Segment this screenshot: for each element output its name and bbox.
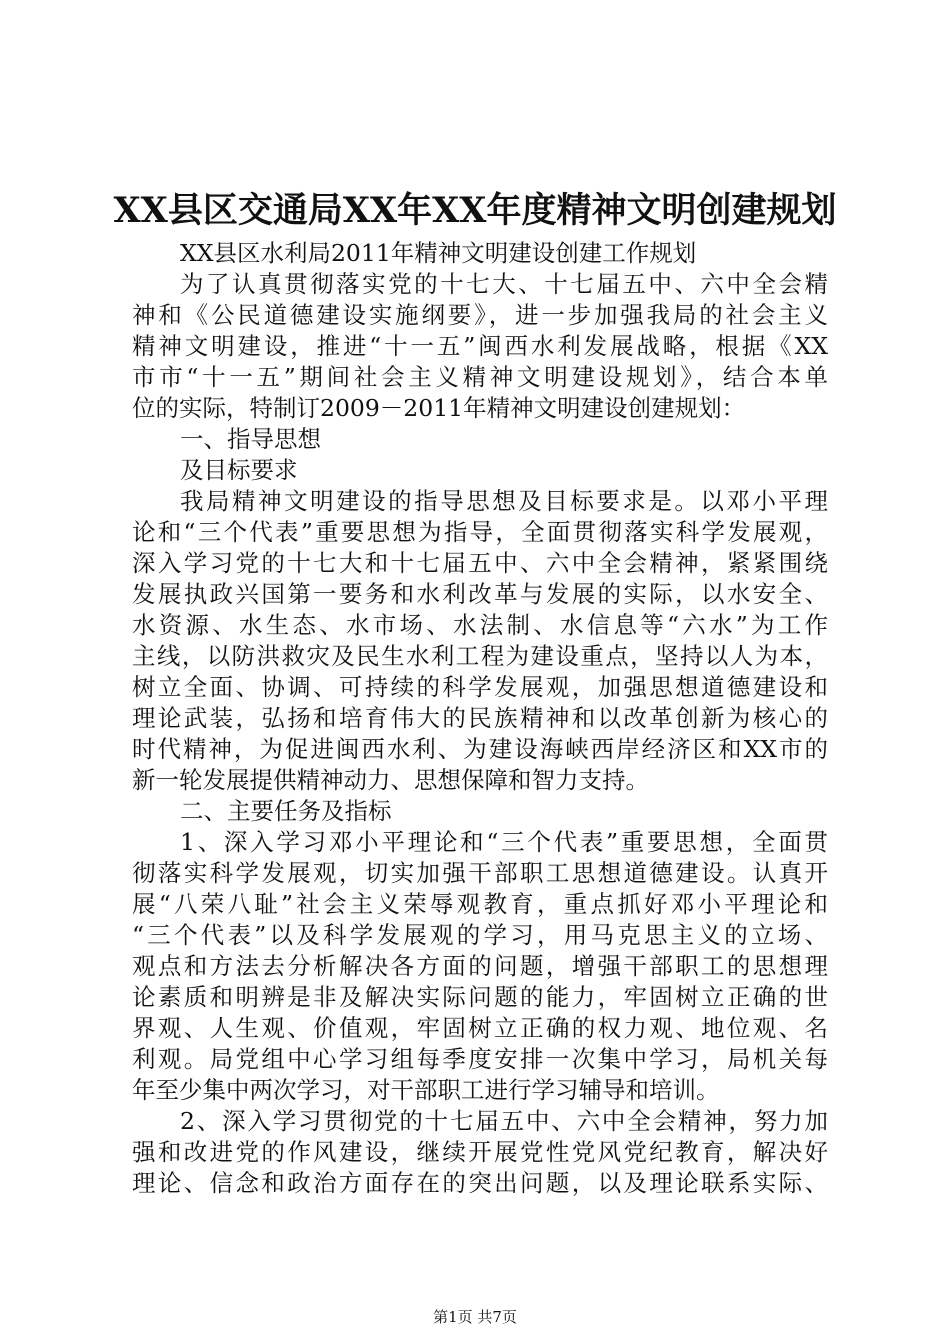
paragraph-line: 理论武装，弘扬和培育伟大的民族精神和以改革创新为核心的 bbox=[132, 704, 828, 732]
paragraph-line: 深入学习党的十七大和十七届五中、六中全会精神，紧紧围绕 bbox=[132, 549, 828, 577]
paragraph-line: 彻落实科学发展观，切实加强干部职工思想道德建设。认真开 bbox=[132, 859, 828, 887]
paragraph-line: 界观、人生观、价值观，牢固树立正确的权力观、地位观、名 bbox=[132, 1014, 828, 1042]
paragraph-line: 理论、信念和政治方面存在的突出问题，以及理论联系实际、 bbox=[132, 1169, 828, 1197]
paragraph-line: 发展执政兴国第一要务和水利改革与发展的实际，以水安全、 bbox=[132, 580, 828, 608]
paragraph-line: 主线，以防洪救灾及民生水利工程为建设重点，坚持以人为本， bbox=[132, 642, 828, 670]
paragraph-line: 市市“十一五”期间社会主义精神文明建设规划》，结合本单 bbox=[132, 363, 828, 391]
paragraph-line: 利观。局党组中心学习组每季度安排一次集中学习，局机关每 bbox=[132, 1045, 828, 1073]
paragraph-line: 论素质和明辨是非及解决实际问题的能力，牢固树立正确的世 bbox=[132, 983, 828, 1011]
paragraph-line: 为了认真贯彻落实党的十七大、十七届五中、六中全会精 bbox=[180, 270, 828, 298]
document-body bbox=[132, 238, 828, 1199]
paragraph-line: “三个代表”以及科学发展观的学习，用马克思主义的立场、 bbox=[132, 921, 828, 949]
subtitle-line: XX县区水利局2011年精神文明建设创建工作规划 bbox=[180, 239, 697, 267]
paragraph-line: 新一轮发展提供精神动力、思想保障和智力支持。 bbox=[132, 766, 649, 794]
section-heading: 一、指导思想 bbox=[180, 425, 321, 453]
paragraph-line: 强和改进党的作风建设，继续开展党性党风党纪教育，解决好 bbox=[132, 1138, 828, 1166]
paragraph-line: 2、深入学习贯彻党的十七届五中、六中全会精神，努力加 bbox=[180, 1107, 828, 1135]
paragraph-line: 年至少集中两次学习，对干部职工进行学习辅导和培训。 bbox=[132, 1076, 720, 1104]
paragraph-line: 位的实际，特制订2009－2011年精神文明建设创建规划： bbox=[132, 394, 746, 422]
paragraph-line: 1、深入学习邓小平理论和“三个代表”重要思想，全面贯 bbox=[180, 828, 828, 856]
paragraph-line: 神和《公民道德建设实施纲要》，进一步加强我局的社会主义 bbox=[132, 301, 828, 329]
section-heading: 二、主要任务及指标 bbox=[180, 797, 392, 825]
section-heading: 及目标要求 bbox=[180, 456, 298, 484]
paragraph-line: 我局精神文明建设的指导思想及目标要求是。以邓小平理 bbox=[180, 487, 828, 515]
paragraph-line: 树立全面、协调、可持续的科学发展观，加强思想道德建设和 bbox=[132, 673, 828, 701]
paragraph-line: 论和“三个代表”重要思想为指导，全面贯彻落实科学发展观， bbox=[132, 518, 828, 546]
document-title: XX县区交通局XX年XX年度精神文明创建规划 bbox=[113, 190, 837, 231]
paragraph-line: 水资源、水生态、水市场、水法制、水信息等“六水”为工作 bbox=[132, 611, 828, 639]
paragraph-line: 展“八荣八耻”社会主义荣辱观教育，重点抓好邓小平理论和 bbox=[132, 890, 828, 918]
page-number: 第1页 共7页 bbox=[433, 1308, 517, 1326]
paragraph-line: 时代精神，为促进闽西水利、为建设海峡西岸经济区和XX市的 bbox=[132, 735, 828, 763]
paragraph-line: 观点和方法去分析解决各方面的问题，增强干部职工的思想理 bbox=[132, 952, 828, 980]
paragraph-line: 精神文明建设，推进“十一五”闽西水利发展战略，根据《XX bbox=[132, 332, 828, 360]
